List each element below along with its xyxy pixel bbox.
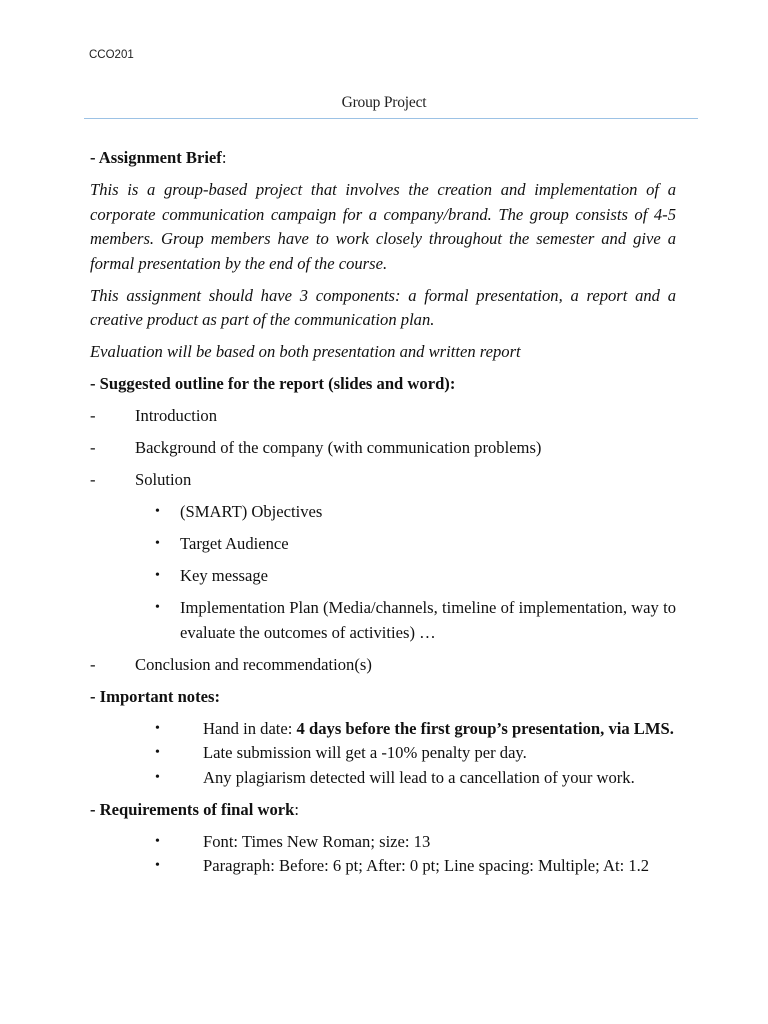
assignment-brief-heading xyxy=(90,146,676,171)
sub-item-target-audience: Target Audience xyxy=(180,534,289,553)
sub-item-implementation-plan: Implementation Plan (Media/channels, timeline of implementation, way to evaluate the outcomes of activities) … xyxy=(180,598,676,642)
bullet-icon: • xyxy=(155,769,160,785)
bullet-icon: • xyxy=(155,600,160,615)
list-item xyxy=(90,766,676,791)
requirement-paragraph: Paragraph: Before: 6 pt; After: 0 pt; Line spacing: Multiple; At: 1.2 xyxy=(203,856,650,875)
list-item xyxy=(90,532,676,557)
outline-item-introduction: Introduction xyxy=(135,406,218,425)
requirements-heading xyxy=(90,798,676,823)
outline-item-background: Background of the company (with communication problems) xyxy=(135,438,542,457)
outline-heading: - Suggested outline for the report (slides and word): xyxy=(90,374,456,393)
document-title: Group Project xyxy=(341,94,427,111)
dash-marker: - xyxy=(90,654,96,674)
list-item xyxy=(90,500,676,525)
note-hand-in-date xyxy=(203,717,676,742)
hand-in-label: Hand in date: xyxy=(203,718,297,738)
assignment-brief-label: - Assignment Brief xyxy=(90,148,222,167)
outline-item-conclusion: Conclusion and recommendation(s) xyxy=(135,654,372,674)
bullet-icon: • xyxy=(155,568,160,583)
list-item xyxy=(90,564,676,589)
bullet-icon: • xyxy=(155,504,160,519)
spacer xyxy=(90,790,676,798)
dash-marker: - xyxy=(90,438,96,457)
list-item xyxy=(90,436,676,461)
bullet-icon: • xyxy=(155,720,160,736)
important-notes-heading: - Important notes: xyxy=(90,686,220,706)
list-item xyxy=(90,854,676,879)
brief-paragraph-3: Evaluation will be based on both presentation and written report xyxy=(90,342,521,361)
document-body xyxy=(90,146,676,879)
requirement-font: Font: Times New Roman; size: 13 xyxy=(203,831,431,851)
bullet-icon: • xyxy=(155,858,160,873)
dash-marker: - xyxy=(90,406,96,425)
brief-paragraph-1: This is a group-based project that involves the creation and implementation of a corporate communication campaign for a company/brand. The group consists of 4-5 members. Group members have to work closely throughout the semester and give a formal presentation by the end of the course. xyxy=(90,180,676,273)
sub-item-key-message: Key message xyxy=(180,566,269,585)
sub-item-objectives: (SMART) Objectives xyxy=(180,502,323,521)
list-item xyxy=(90,741,676,766)
note-late-submission: Late submission will get a -10% penalty per day. xyxy=(203,743,527,762)
title-divider xyxy=(84,118,698,119)
note-plagiarism: Any plagiarism detected will lead to a cancellation of your work. xyxy=(203,767,635,787)
bullet-icon: • xyxy=(155,833,160,849)
list-item xyxy=(90,468,676,493)
bullet-icon: • xyxy=(155,536,160,551)
brief-paragraph-2: This assignment should have 3 components: a formal presentation, a report and a creative product as part of the communication plan. xyxy=(90,285,676,329)
dash-marker: - xyxy=(90,470,96,489)
outline-item-solution: Solution xyxy=(135,470,192,489)
requirements-label: - Requirements of final work xyxy=(90,799,295,819)
list-item xyxy=(90,717,676,742)
hand-in-value: 4 days before the first group’s presentation, via LMS. xyxy=(296,718,674,738)
list-item xyxy=(90,830,676,855)
list-item xyxy=(90,653,676,678)
assignment-brief-colon: : xyxy=(221,148,227,167)
course-code: CCO201 xyxy=(89,49,134,61)
bullet-icon: • xyxy=(155,745,160,760)
list-item xyxy=(90,404,676,429)
requirements-colon: : xyxy=(294,799,299,819)
list-item xyxy=(90,596,676,645)
